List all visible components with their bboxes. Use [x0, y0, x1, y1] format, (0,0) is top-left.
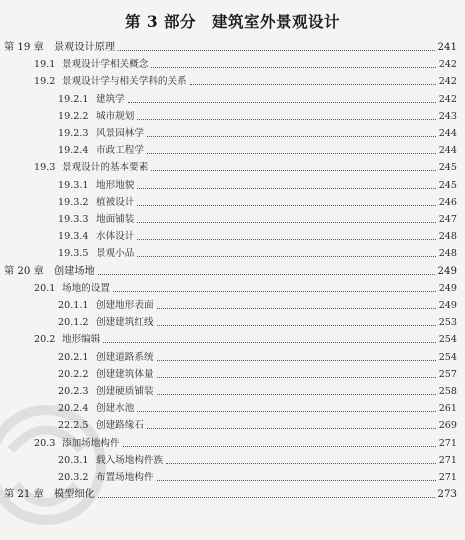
toc-entry-number: 20.2 [34, 334, 56, 346]
dot-leader [137, 411, 435, 412]
toc-entry-number: 第 19 章 [4, 42, 44, 53]
toc-entry-number: 20.3.1 [58, 454, 89, 466]
toc-entry-title: 地面铺装 [96, 214, 135, 225]
dot-leader [190, 84, 436, 85]
toc-entry-number: 19.1 [34, 59, 56, 71]
toc-subsection-row[interactable] [58, 399, 457, 415]
toc-page-number: 242 [438, 76, 457, 88]
dot-leader [151, 170, 435, 171]
toc-entry-title: 植被设计 [96, 196, 135, 208]
toc-section-row[interactable] [34, 434, 457, 450]
toc-entry-title: 地形编辑 [62, 334, 101, 346]
toc-page-number: 241 [437, 42, 457, 53]
toc-entry-number: 19.2.4 [58, 145, 89, 157]
toc-subsection-row[interactable] [58, 313, 457, 329]
dot-leader [151, 67, 435, 68]
toc-entry-number: 20.1.2 [58, 317, 89, 329]
toc-page-number: 247 [438, 214, 457, 225]
toc-subsection-row[interactable] [58, 90, 457, 106]
toc-subsection-row[interactable] [58, 124, 457, 140]
toc-entry-title: 创建建筑体量 [96, 368, 154, 380]
toc-page-number: 271 [438, 472, 457, 483]
toc-page-number: 246 [438, 196, 457, 208]
toc-entry-number: 20.2.4 [58, 403, 89, 415]
toc-entry-number: 19.3.3 [58, 214, 89, 225]
toc-entry-title: 城市规划 [96, 110, 135, 122]
toc-page-number: 245 [438, 179, 457, 191]
dot-leader [157, 377, 436, 378]
toc-chapter-row[interactable] [4, 38, 457, 54]
toc-section-row[interactable] [34, 330, 457, 346]
toc-subsection-row[interactable] [58, 348, 457, 364]
toc-entry-number: 19.2.2 [58, 110, 89, 122]
toc-entry-number: 20.1.1 [58, 300, 89, 311]
toc-page-number: 249 [437, 265, 457, 277]
toc-entry-number: 第 20 章 [4, 265, 44, 277]
toc-section-row[interactable] [34, 55, 457, 71]
toc-entry-title: 创建路缘石 [96, 420, 144, 432]
toc-page-number: 253 [438, 317, 457, 329]
toc-subsection-row[interactable] [58, 176, 457, 192]
toc-page-number: 248 [438, 248, 457, 260]
toc-entry-number: 19.3.5 [58, 248, 89, 260]
toc-subsection-row[interactable] [58, 193, 457, 209]
toc-entry-title: 添加场地构件 [62, 437, 120, 449]
toc-subsection-row[interactable] [58, 416, 457, 432]
toc-entry-title: 创建硬质铺装 [96, 386, 154, 397]
toc-entry-title: 创建道路系统 [96, 351, 154, 363]
dot-leader [147, 428, 436, 429]
toc-entry-number: 20.2.1 [58, 351, 89, 363]
toc-page-number: 269 [438, 420, 457, 432]
toc-entry-title: 景观设计学相关概念 [62, 59, 149, 71]
toc-entry-number: 19.3.1 [58, 179, 89, 191]
dot-leader [123, 446, 436, 447]
dot-leader [157, 394, 436, 395]
dot-leader [157, 308, 436, 309]
dot-leader [137, 239, 435, 240]
toc-entry-title: 景观设计学与相关学科的关系 [62, 76, 187, 88]
toc-chapter-row[interactable] [4, 485, 457, 501]
toc-entry-number: 19.2 [34, 76, 56, 88]
dot-leader [118, 50, 434, 51]
dot-leader [147, 136, 436, 137]
toc-subsection-row[interactable] [58, 227, 457, 243]
dot-leader [98, 497, 435, 498]
toc-entry-title: 创建场地 [54, 265, 95, 277]
toc-entry-number: 22.2.5 [58, 420, 89, 432]
toc-page-number: 244 [438, 145, 457, 157]
toc-page-number: 271 [438, 437, 457, 449]
toc-entry-title: 模型细化 [54, 489, 95, 501]
toc-subsection-row[interactable] [58, 141, 457, 157]
toc-section-row[interactable] [34, 158, 457, 174]
toc-entry-title: 创建地形表面 [96, 300, 154, 311]
toc-page-number: 254 [438, 351, 457, 363]
toc-entry-title: 创建水池 [96, 403, 135, 415]
toc-entry-title: 载入场地构件族 [96, 454, 164, 466]
toc-entry-number: 19.2.1 [58, 93, 89, 105]
toc-page-number: 248 [438, 231, 457, 243]
dot-leader [166, 463, 436, 464]
dot-leader [113, 291, 436, 292]
toc-page-number: 254 [438, 334, 457, 346]
dot-leader [157, 480, 436, 481]
toc-subsection-row[interactable] [58, 107, 457, 123]
toc-subsection-row[interactable] [58, 296, 457, 312]
toc-page-number: 249 [438, 282, 457, 294]
toc-entry-title: 建筑学 [96, 93, 125, 105]
toc-entry-number: 20.2.3 [58, 386, 89, 397]
toc-entry-number: 19.3.4 [58, 231, 89, 243]
toc-entry-number: 19.3 [34, 162, 56, 174]
toc-page-number: 273 [437, 489, 457, 501]
toc-section-row[interactable] [34, 72, 457, 88]
toc-page-number: 243 [438, 110, 457, 122]
toc-entry-title: 市政工程学 [96, 145, 144, 157]
toc-entry-number: 19.3.2 [58, 196, 89, 208]
toc-entry-title: 风景园林学 [96, 128, 144, 139]
toc-page-number: 242 [438, 93, 457, 105]
dot-leader [103, 342, 435, 343]
toc-entry-number: 第 21 章 [4, 489, 44, 501]
toc-subsection-row[interactable] [58, 468, 457, 484]
dot-leader [137, 205, 435, 206]
toc-entry-number: 20.1 [34, 282, 56, 294]
toc-entry-number: 20.2.2 [58, 368, 89, 380]
toc-page-number: 242 [438, 59, 457, 71]
dot-leader [157, 325, 436, 326]
toc-entry-number: 19.2.3 [58, 128, 89, 139]
toc-entry-title: 场地的设置 [62, 282, 110, 294]
toc-entry-number: 20.3.2 [58, 472, 89, 483]
toc-subsection-row[interactable] [58, 451, 457, 467]
toc-entry-title: 地形地貌 [96, 179, 135, 191]
toc-subsection-row[interactable] [58, 244, 457, 260]
toc-section-row[interactable] [34, 279, 457, 295]
dot-leader [128, 102, 436, 103]
toc-chapter-row[interactable] [4, 262, 457, 278]
toc-subsection-row[interactable] [58, 365, 457, 381]
toc-page-number: 245 [438, 162, 457, 174]
toc-entry-title: 景观设计原理 [54, 42, 116, 53]
dot-leader [137, 119, 435, 120]
page-title: 第 3 部分 建筑室外景观设计 [124, 12, 341, 31]
toc-page-number: 261 [438, 403, 457, 415]
toc-page-number: 271 [438, 454, 457, 466]
toc-subsection-row[interactable] [58, 382, 457, 398]
dot-leader [147, 153, 436, 154]
dot-leader [157, 360, 436, 361]
dot-leader [137, 256, 435, 257]
toc-entry-number: 20.3 [34, 437, 56, 449]
toc-entry-title: 布置场地构件 [96, 472, 154, 483]
toc-entry-title: 景观设计的基本要素 [62, 162, 149, 174]
dot-leader [137, 188, 435, 189]
toc-subsection-row[interactable] [58, 210, 457, 226]
toc-page-number: 257 [438, 368, 457, 380]
toc-entry-title: 创建建筑红线 [96, 317, 154, 329]
toc-page-number: 258 [438, 386, 457, 397]
toc-page-number: 244 [438, 128, 457, 139]
toc-page-number: 249 [438, 300, 457, 311]
dot-leader [98, 274, 435, 275]
dot-leader [137, 222, 435, 223]
toc-entry-title: 水体设计 [96, 231, 135, 243]
toc-entry-title: 景观小品 [96, 248, 135, 260]
